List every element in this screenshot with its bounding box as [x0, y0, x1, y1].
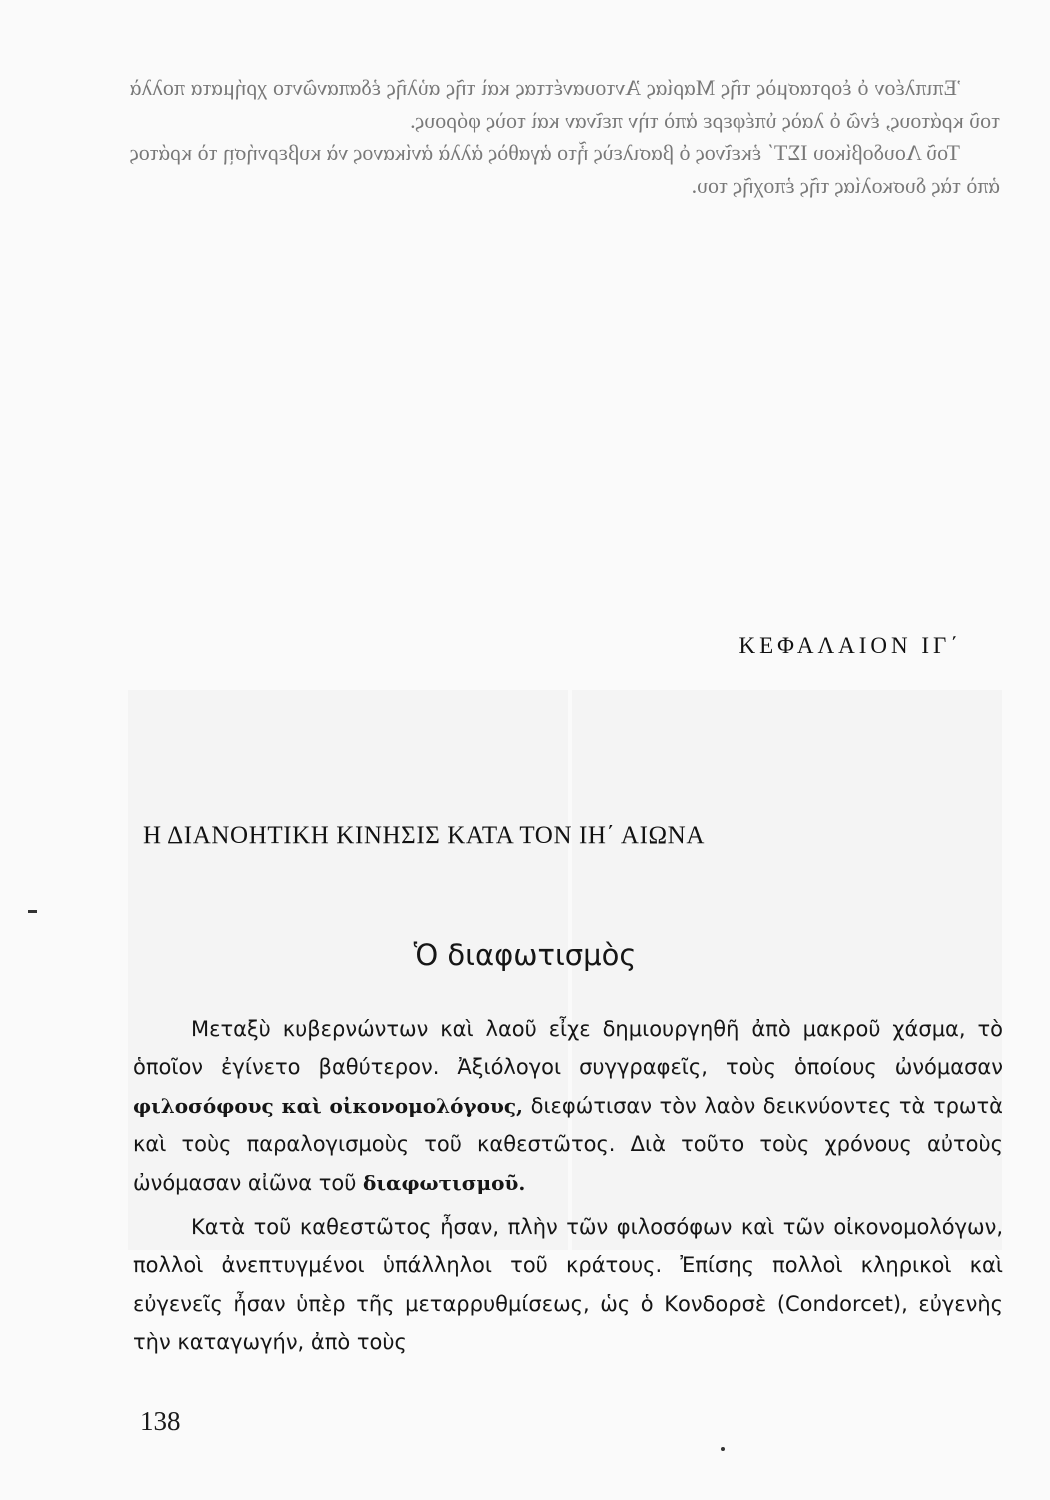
paragraph-1-text: διεφώτισαν τὸν λαὸν δεικνύοντες τὰ τρωτὰ καὶ τοὺς παραλογισμοὺς τοῦ καθεστῶτος. Διὰ τοῦτο τοὺς χρόνους αὐτοὺς ὠνόμασαν αἰῶνα τοῦ: [133, 1093, 1003, 1195]
chapter-heading: Η ΔΙΑΝΟΗΤΙΚΗ ΚΙΝΗΣΙΣ ΚΑΤΑ ΤΟΝ ΙΗ΄ ΑΙΩΝΑ: [143, 822, 705, 849]
body-text: [133, 1010, 1003, 1362]
ink-speck: [721, 1447, 725, 1451]
page-number: 138: [140, 1406, 181, 1436]
chapter-label: ΚΕΦΑΛΑΙΟΝ ΙΓ΄: [738, 633, 962, 658]
paragraph-2: Κατὰ τοῦ καθεστῶτος ἦσαν, πλὴν τῶν φιλοσόφων καὶ τῶν οἰκονομολόγων, πολλοὶ ἀνεπτυγμένοι ὑπάλληλοι τοῦ κράτους. Ἐπίσης πολλοὶ κληρικοὶ καὶ εὐγενεῖς ἦσαν ὑπὲρ τῆς μεταρρυθμίσεως, ὡς ὁ Κονδορσὲ (Condorcet), εὐγενὴς τὴν καταγωγήν, ἀπὸ τοὺς: [133, 1215, 1003, 1355]
bleed-through-text: [130, 72, 1000, 202]
paragraph-1: [133, 1010, 1003, 1202]
bleed-through-paragraph: Ἐπιπλέον ὁ ἑορτασμὸς τῆς Μαρίας Ἀντουανέττας καὶ τῆς αὐλῆς ἐδαπανῶντο χρήματα πολλὰ τοῦ κράτους, ἐνῶ ὁ λαὸς ὑπέφερε ἀπὸ τὴν πεῖναν καὶ τοὺς φόρους.: [130, 75, 1000, 133]
bleed-through-paragraph: Τοῦ Λουδοβίκου ΙΣΤ΄ ἐκεῖνος ὁ βασιλεὺς ἦτο ἀγαθὸς ἀλλὰ ἀνίκανος νὰ κυβερνήσῃ τὸ κράτος ἀπὸ τὰς δυσκολίας τῆς ἐποχῆς του.: [130, 140, 1000, 198]
bold-term-philosophers: φιλοσόφους καὶ οἰκονομολόγους,: [133, 1093, 523, 1118]
margin-dash-mark: [28, 910, 37, 913]
paragraph-1-text: Μεταξὺ κυβερνώντων καὶ λαοῦ εἶχε δημιουργηθῆ ἀπὸ μακροῦ χάσμα, τὸ ὁποῖον ἐγίνετο βαθύτερον. Ἀξιόλογοι συγγραφεῖς, τοὺς ὁποίους ὠνόμασαν: [133, 1017, 1003, 1080]
bold-term-enlightenment: διαφωτισμοῦ.: [363, 1170, 526, 1195]
section-title: Ὁ διαφωτισμὸς: [413, 938, 637, 972]
